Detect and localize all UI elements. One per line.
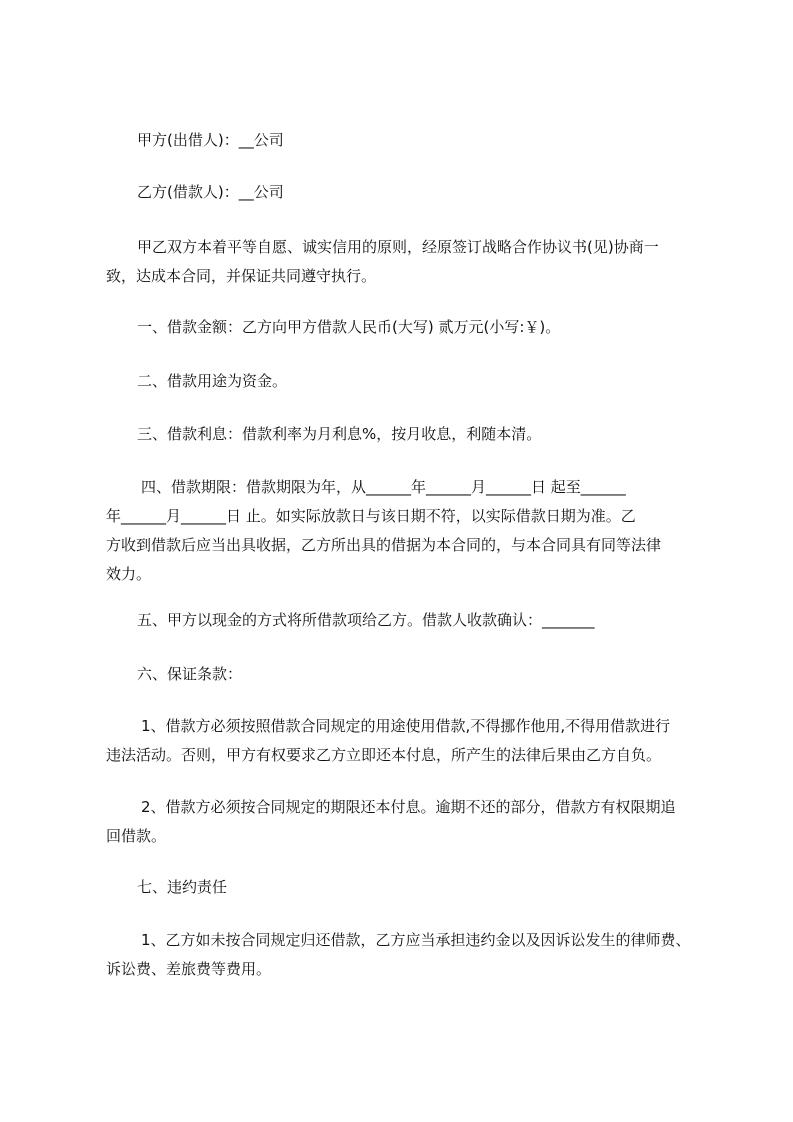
intro-line-2: 致，达成本合同，并保证共同遵守执行。 [106, 267, 377, 285]
clause-3-text: 三、借款利息：借款利率为月利息%，按月收息，利随本清。 [137, 425, 542, 443]
clause-6-title [137, 660, 242, 689]
clause-6-item-1 [106, 712, 670, 770]
party-b-text: 乙方(借款人)：__公司 [137, 183, 284, 201]
party-b-line [137, 178, 284, 207]
clause-7-item-1-line-2: 诉讼费、差旅费等费用。 [106, 960, 272, 978]
clause-2-text: 二、借款用途为资金。 [137, 372, 288, 390]
clause-6-item-2-line-2: 回借款。 [106, 827, 167, 845]
party-a-text: 甲方(出借人)：__公司 [137, 131, 284, 149]
clause-6-item-1-line-2: 违法活动。否则，甲方有权要求乙方立即还本付息，所产生的法律后果由乙方自负。 [106, 746, 662, 764]
clause-7-item-1 [106, 926, 691, 984]
clause-6-item-2-line-1: 2、借款方必须按合同规定的期限还本付息。逾期不还的部分，借款方有权限期追 [141, 798, 676, 816]
clause-2 [137, 367, 287, 396]
clause-5 [137, 606, 595, 635]
clause-4-line-3: 方收到借款后应当出具收据，乙方所出具的借据为本合同的，与本合同具有同等法律 [106, 536, 662, 554]
clause-4-line-1: 四、借款期限：借款期限为年，从______年______月______日 起至______ [141, 478, 626, 496]
clause-7-title [137, 873, 227, 902]
clause-5-text: 五、甲方以现金的方式将所借款项给乙方。借款人收款确认：_______ [137, 611, 595, 629]
clause-6-title-text: 六、保证条款： [137, 665, 243, 683]
clause-1-text: 一、借款金额：乙方向甲方借款人民币(大写) 贰万元(小写:￥)。 [137, 318, 561, 336]
clause-6-item-1-line-1: 1、借款方必须按照借款合同规定的用途使用借款,不得挪作他用,不得用借款进行 [141, 717, 671, 735]
intro-line-1: 甲乙双方本着平等自愿、诚实信用的原则，经原签订战略合作协议书(见)协商一 [137, 238, 659, 256]
clause-6-item-2 [106, 793, 676, 851]
clause-4-line-2: 年______月______日 止。如实际放款日与该日期不符，以实际借款日期为准。乙 [106, 507, 636, 525]
clause-4-line-4: 效力。 [106, 565, 152, 583]
clause-7-title-text: 七、违约责任 [137, 878, 228, 896]
clause-1 [137, 313, 560, 342]
clause-7-item-1-line-1: 1、乙方如未按合同规定归还借款，乙方应当承担违约金以及因诉讼发生的律师费、 [141, 931, 691, 949]
party-a-line [137, 126, 284, 155]
clause-4 [106, 473, 661, 589]
intro-paragraph [106, 233, 659, 291]
clause-3 [137, 420, 541, 449]
